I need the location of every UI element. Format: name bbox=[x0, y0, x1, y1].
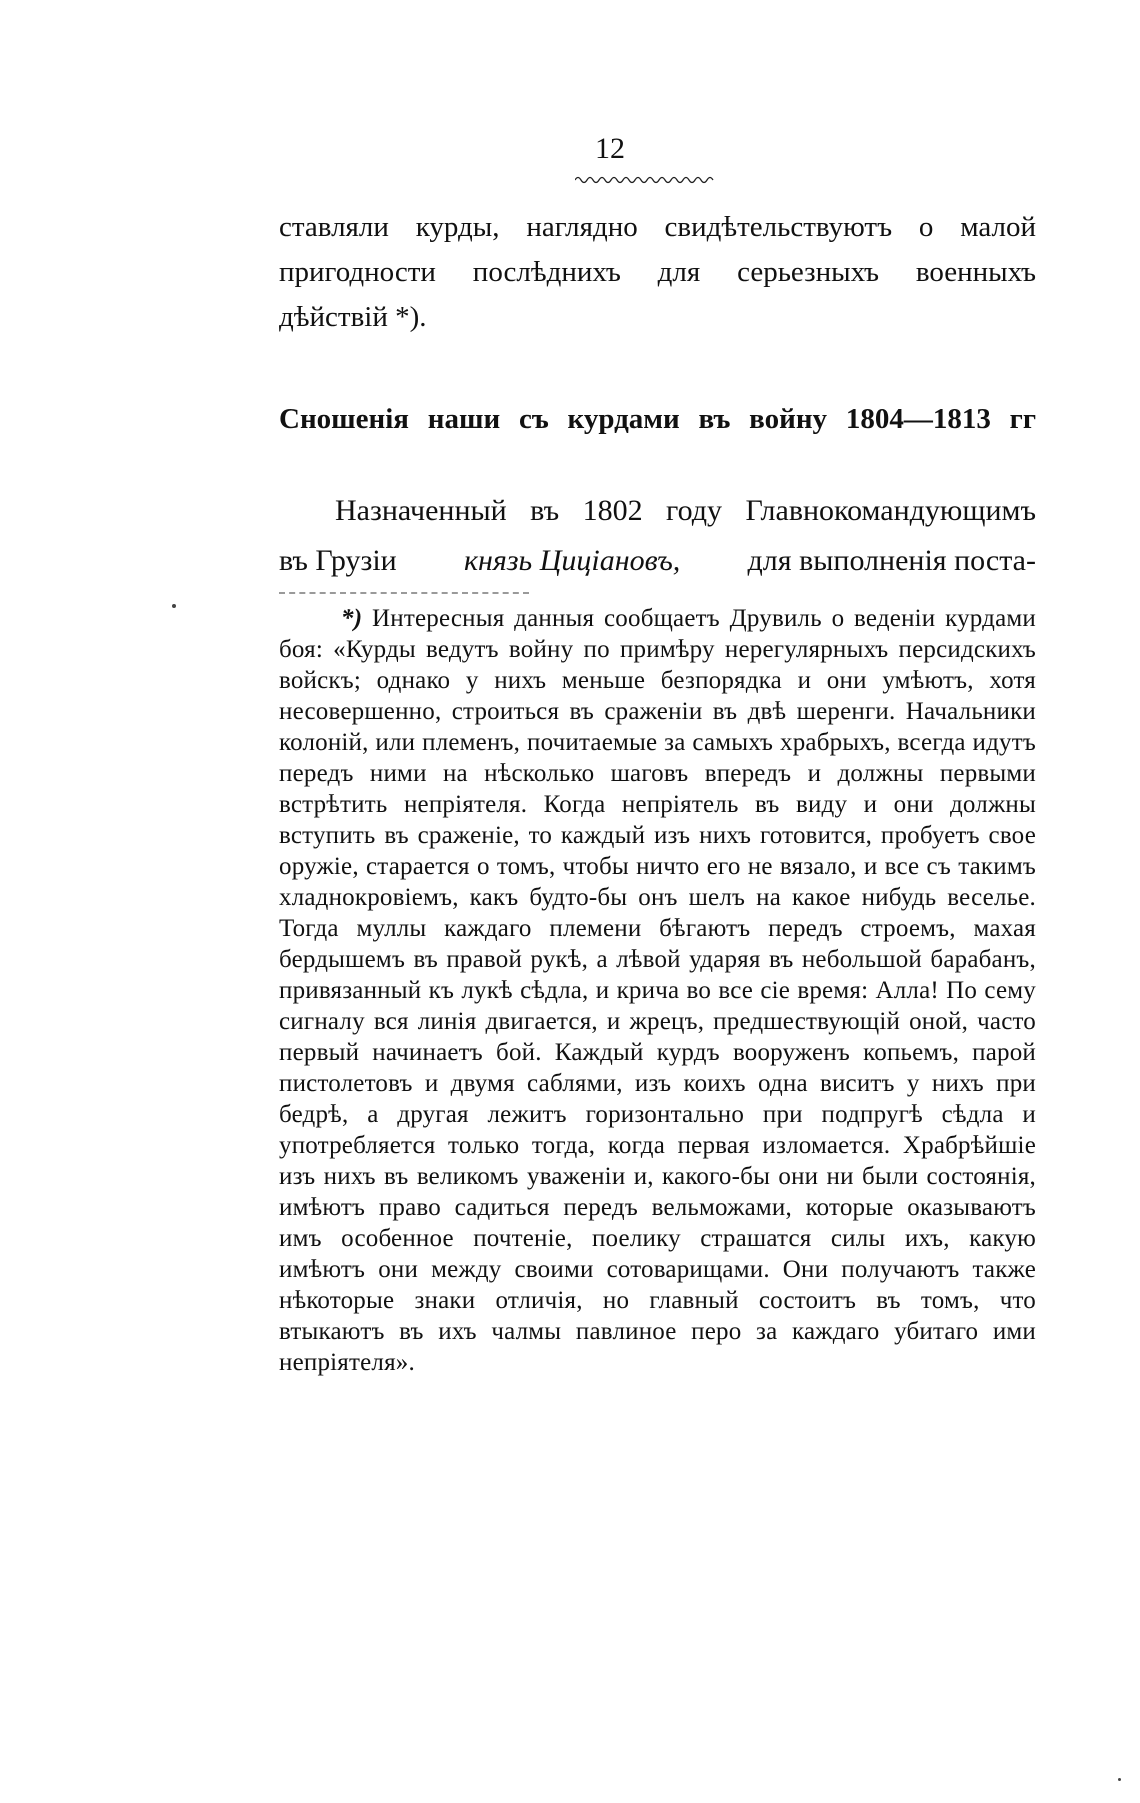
footnote-text: Интересныя данныя сообщаетъ Друвиль о веденіи курдами боя: «Курды ведутъ войну по примѣру нерегулярныхъ персидскихъ войскъ; однако у нихъ меньше безпорядка и они умѣютъ, хотя несовершенно, строиться въ сраженіи въ двѣ шеренги. Начальники колоній, или племенъ, почитаемые за самыхъ храбрыхъ, всегда идутъ передъ ними на нѣсколько шаговъ впередъ и должны первыми встрѣтить непріятеля. Когда непріятель въ виду и они должны вступить въ сраженіе, то каждый изъ нихъ готовится, пробуетъ свое оружіе, старается о томъ, чтобы ничто его не вязало, и все съ такимъ хладнокровіемъ, какъ будто-бы онъ шелъ на какое нибудь веселье. Тогда муллы каждаго племени бѣгаютъ передъ строемъ, махая бердышемъ въ правой рукѣ, а лѣвой ударяя въ небольшой барабанъ, привязанный къ лукѣ сѣдла, и крича во все сіе время: Алла! По сему сигналу вся линія двигается, и жрецъ, предшествующій оной, часто первый начинаетъ бой. Каждый курдъ вооруженъ копьемъ, парой пистолетовъ и двумя саблями, изъ коихъ одна виситъ у нихъ при бедрѣ, а другая лежитъ горизонтально при подпругѣ сѣдла и употребляется только тогда, когда первая изломается. Храбрѣйшіе изъ нихъ въ великомъ уваженіи и, какого-бы они ни были состоянія, имѣютъ право садиться передъ вельможами, которые оказываютъ имъ особенное почтеніе, поелику страшатся силы ихъ, какую имѣютъ они между своими сотоварищами. Они получаютъ также нѣкоторые знаки отличія, но главный состоитъ въ томъ, что втыкаютъ въ ихъ чалмы павлиное перо за каждаго убитаго ими непріятеля». bbox=[279, 605, 1036, 1376]
paragraph-line bbox=[279, 543, 1036, 579]
scan-speck bbox=[172, 604, 176, 608]
paragraph-text: въ Грузіи bbox=[279, 544, 397, 577]
body-text-line: ставляли курды, наглядно свидѣтельствуютъ о малой bbox=[279, 211, 1036, 243]
person-name: князь Цицiановъ, bbox=[463, 544, 681, 577]
body-text-line: пригодности послѣднихъ для серьезныхъ военныхъ bbox=[279, 256, 1036, 288]
paragraph-line: Назначенный въ 1802 году Главнокомандующимъ bbox=[335, 494, 1036, 527]
scan-speck bbox=[1118, 1778, 1121, 1781]
footnote-marker: *) bbox=[341, 605, 363, 632]
page-number: 12 bbox=[595, 132, 625, 165]
ornamental-rule bbox=[575, 174, 715, 186]
footnote-rule bbox=[279, 592, 529, 594]
paragraph-text: для выполненія поста- bbox=[747, 544, 1036, 577]
footnote bbox=[279, 603, 1036, 1378]
body-text-line: дѣйствiй *). bbox=[279, 301, 427, 333]
section-heading: Сношенія наши съ курдами въ войну 1804—1813 гг bbox=[279, 403, 1036, 435]
